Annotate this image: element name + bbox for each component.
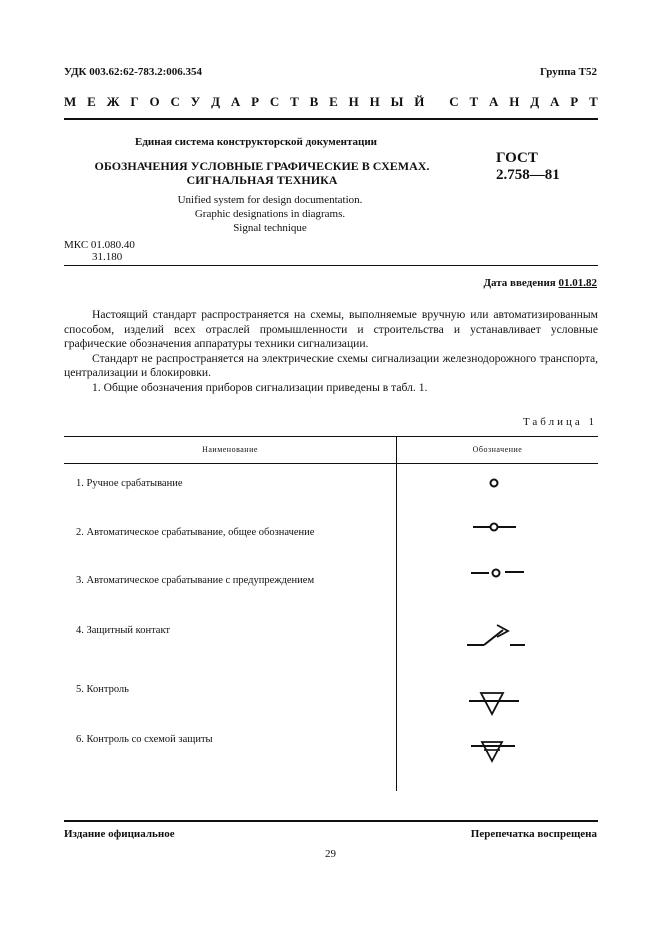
banner-letter: В [309,94,319,109]
column-header-symbol: Обозначение [472,445,523,454]
line-circle-gap-line-symbol [397,554,598,594]
english-line-2: Graphic designations in diagrams. [194,208,346,220]
line-circle-line-symbol [397,507,598,547]
banner-letter: Н [509,94,520,109]
protective-contact-symbol [397,616,598,656]
middle-rule [64,265,598,266]
mks-line-2: 31.180 [92,251,123,263]
paragraph-2: Стандарт не распространяется на электрические схемы сигнализации железнодорожного транспорта, централизации и блокировки. [64,351,598,380]
mks-codes [64,239,135,263]
introduction-date [483,277,597,289]
banner-letter: С [170,94,180,109]
title-line-1: ОБОЗНАЧЕНИЯ УСЛОВНЫЕ ГРАФИЧЕСКИЕ В СХЕМАХ. [94,159,430,173]
banner-letter: Т [290,94,299,109]
date-value: 01.01.82 [558,277,597,289]
banner-letter: Д [211,94,221,109]
banner-letter: Й [414,94,425,109]
page-number: 29 [325,848,336,860]
official-edition-note: Издание официальное [64,828,175,840]
banner-letter: У [190,94,201,109]
system-title: Единая система конструкторской документации [135,136,377,148]
banner-letter: С [449,94,459,109]
table-row-name-6: 6. Контроль со схемой защиты [76,734,213,745]
banner-letter: Р [251,94,260,109]
banner-letter [435,94,438,110]
gost-number: 2.758—81 [496,167,560,183]
group-code: Группа Т52 [539,66,597,78]
table-caption: Таблица 1 [522,416,597,428]
english-title [165,193,375,235]
reprint-prohibited-note: Перепечатка воспрещена [470,828,597,840]
table-row-name-1: 1. Ручное срабатывание [76,478,183,489]
banner-letter: Н [348,94,359,109]
banner-letter: Е [87,94,96,109]
table-row-name-5: 5. Контроль [76,684,129,695]
table-row-name-4: 4. Защитный контакт [76,625,170,636]
top-rule [64,118,598,120]
mks-line-1: МКС 01.080.40 [64,239,135,251]
table-top-border [64,436,598,437]
banner-letter: Ы [390,94,404,109]
banner-letter: Н [369,94,380,109]
gost-designation [496,150,560,184]
banner-letter: Г [130,94,139,109]
body-text [64,308,598,396]
banner-letter: А [489,94,499,109]
english-line-3: Signal technique [233,222,307,234]
title-line-2: СИГНАЛЬНАЯ ТЕХНИКА [186,173,338,187]
document-title [94,159,430,187]
date-label: Дата введения [483,277,556,289]
paragraph-3: 1. Общие обозначения приборов сигнализации приведены в табл. 1. [92,380,428,394]
banner-letter: Ж [106,94,120,109]
table-row-name-2: 2. Автоматическое срабатывание, общее обозначение [76,527,315,538]
banner-letter: А [230,94,241,109]
banner-letter: Т [589,94,598,109]
banner-letter: Р [570,94,579,109]
banner-letter: Е [329,94,338,109]
banner-letter: Д [530,94,540,109]
table-row-name-3: 3. Автоматическое срабатывание с предупреждением [76,575,315,586]
paragraph-1: Настоящий стандарт распространяется на схемы, выполняемые вручную или автоматизированным способом, изделий всех отраслей промышленности и строительства и устанавливает условные графические обозначения аппаратуры техники сигнализации. [64,308,598,351]
udk-code: УДК 003.62:62-783.2:006.354 [64,66,202,78]
triangle-protected-symbol [397,733,598,773]
bottom-rule [64,820,598,822]
banner-letter: Т [469,94,479,109]
english-line-1: Unified system for design documentation. [177,194,363,206]
interstate-standard-banner [64,94,598,110]
banner-letter: А [550,94,560,109]
column-header-name: Наименование [202,445,258,454]
banner-letter: С [269,94,280,109]
gost-label: ГОСТ [496,150,538,166]
circle-symbol [397,464,598,504]
triangle-on-line-symbol [397,684,598,724]
banner-letter: О [149,94,160,109]
banner-letter: М [64,94,77,109]
